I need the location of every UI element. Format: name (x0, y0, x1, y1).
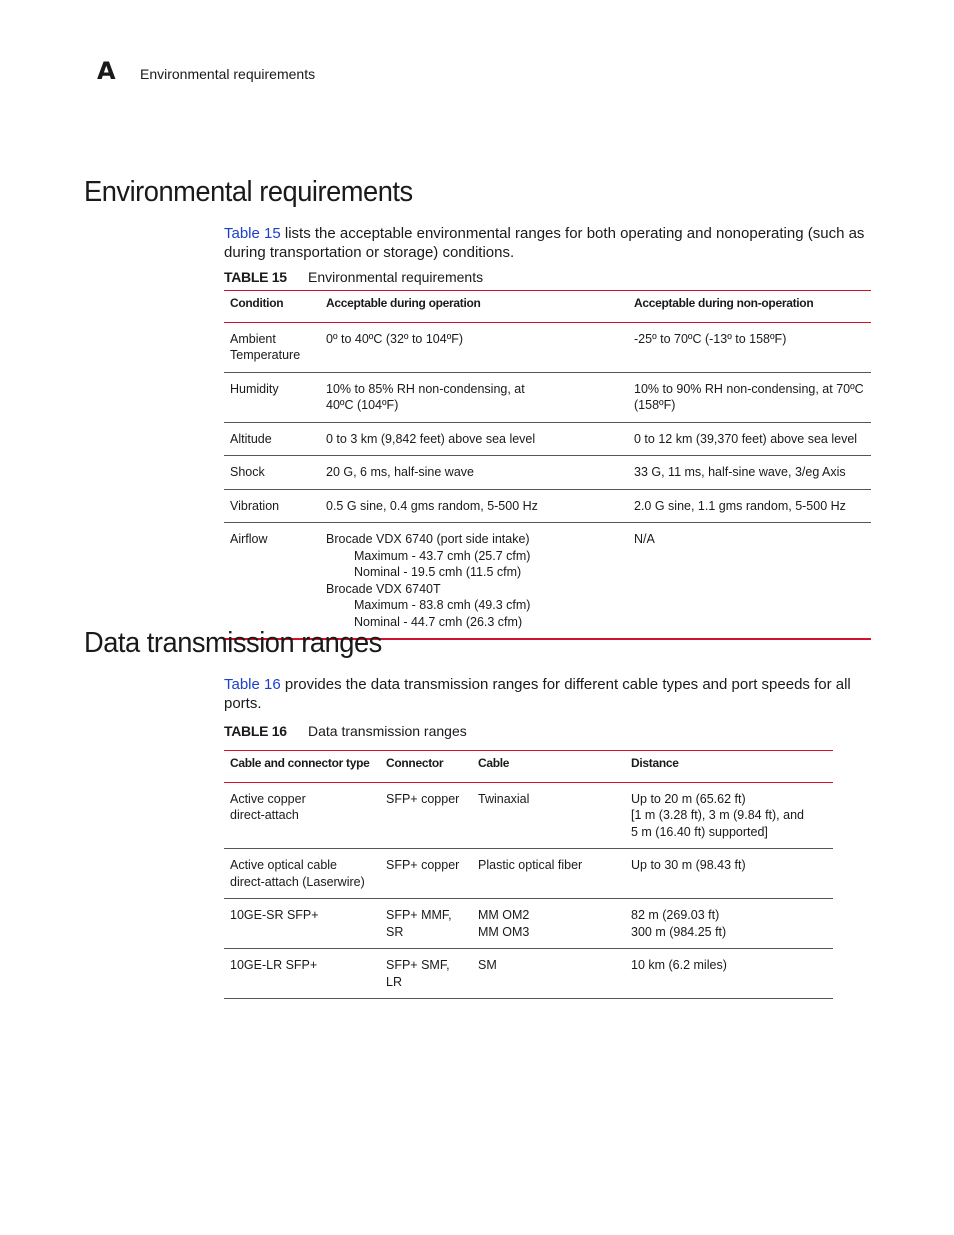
cable-cell (472, 949, 625, 999)
column-header: Connector (380, 751, 472, 783)
cell-line: 82 m (269.03 ft) (631, 908, 720, 922)
table-header-row (224, 291, 871, 323)
cell-line: Airflow (230, 532, 268, 546)
cell-line: 10% to 85% RH non-condensing, at (326, 381, 525, 396)
table-row (224, 456, 871, 490)
cell-line: 33 G, 11 ms, half-sine wave, 3/eg Axis (634, 465, 846, 479)
cell-line: Humidity (230, 381, 279, 396)
cell-line: 5 m (16.40 ft) supported] (631, 824, 768, 839)
nonoperation-cell (628, 422, 871, 456)
cell-line: Up to 20 m (65.62 ft) (631, 791, 746, 806)
condition-cell (224, 422, 320, 456)
cell-line: direct-attach (230, 808, 299, 822)
nonoperation-cell (628, 523, 871, 640)
cell-line: SM (478, 958, 497, 972)
cell-line: SFP+ copper (386, 791, 460, 806)
cell-line: Nominal - 19.5 cmh (11.5 cfm) (354, 565, 522, 579)
table-15-caption: Environmental requirements (308, 269, 484, 285)
cell-line: Ambient (230, 331, 276, 346)
cell-line: 10 km (6.2 miles) (631, 958, 727, 972)
column-header: Cable (472, 751, 625, 783)
table-row (224, 899, 833, 949)
operation-cell (320, 372, 628, 422)
cell-line: MM OM2 (478, 908, 530, 922)
cell-line: N/A (634, 532, 655, 546)
cell-line: direct-attach (Laserwire) (230, 874, 365, 889)
cell-line: 10% to 90% RH non-condensing, at 70ºC (634, 381, 864, 396)
cell-line: Shock (230, 465, 265, 479)
section-heading-environmental: Environmental requirements (84, 176, 413, 208)
operation-cell (320, 456, 628, 490)
connector-cell (380, 782, 472, 849)
connector-cell (380, 949, 472, 999)
distance-cell (625, 849, 833, 899)
column-header: Acceptable during non-operation (628, 291, 871, 323)
cell-line: Twinaxial (478, 791, 530, 806)
condition-cell (224, 523, 320, 640)
transmission-table (224, 750, 833, 999)
cell-line: 10GE-LR SFP+ (230, 958, 318, 972)
table-row (224, 523, 871, 640)
cable-cell (472, 899, 625, 949)
cell-line: 0 to 3 km (9,842 feet) above sea level (326, 431, 536, 446)
column-header: Condition (224, 291, 320, 323)
running-header-title: Environmental requirements (140, 66, 316, 82)
cable-type-cell (224, 949, 380, 999)
cell-line: Active optical cable (230, 858, 338, 872)
cell-line: 0 to 12 km (39,370 feet) above sea level (634, 431, 858, 446)
column-header: Distance (625, 751, 833, 783)
table-16-label (224, 722, 467, 740)
cell-line: Active copper (230, 791, 306, 806)
table-row (224, 949, 833, 999)
cell-line: Up to 30 m (98.43 ft) (631, 858, 746, 872)
cable-type-cell (224, 899, 380, 949)
cell-line: Maximum - 43.7 cmh (25.7 cfm) (354, 548, 531, 563)
cell-line: Vibration (230, 498, 280, 513)
operation-cell (320, 322, 628, 372)
cell-line: Maximum - 83.8 cmh (49.3 cfm) (354, 598, 531, 612)
environmental-table (224, 290, 871, 640)
cell-line: Plastic optical fiber (478, 858, 583, 872)
cell-line: 2.0 G sine, 1.1 gms random, 5-500 Hz (634, 498, 846, 513)
table-15-label (224, 268, 483, 286)
cell-line: SR (386, 924, 404, 939)
cell-line: -25º to 70ºC (-13º to 158ºF) (634, 331, 787, 346)
cell-line: Brocade VDX 6740T (326, 581, 441, 596)
condition-cell (224, 322, 320, 372)
nonoperation-cell (628, 372, 871, 422)
table-row (224, 849, 833, 899)
condition-cell (224, 456, 320, 490)
column-header: Cable and connector type (224, 751, 380, 783)
table-15-number: TABLE 15 (224, 269, 287, 285)
distance-cell (625, 899, 833, 949)
cell-line: (158ºF) (634, 398, 676, 412)
section2-intro (224, 675, 869, 713)
section1-intro-text: lists the acceptable environmental ranges for both operating and nonoperating (such as during transportation or storage) conditions. (224, 225, 865, 261)
connector-cell (380, 849, 472, 899)
cell-line: Temperature (230, 348, 301, 362)
operation-cell (320, 422, 628, 456)
cell-line: [1 m (3.28 ft), 3 m (9.84 ft), and (631, 808, 804, 822)
table-header-row (224, 751, 833, 783)
cell-line: SFP+ SMF, LR (386, 958, 450, 989)
cell-line: Altitude (230, 431, 272, 446)
condition-cell (224, 372, 320, 422)
cell-line: 0º to 40ºC (32º to 104ºF) (326, 331, 464, 346)
condition-cell (224, 489, 320, 523)
table-row (224, 372, 871, 422)
column-header: Acceptable during operation (320, 291, 628, 323)
section1-intro (224, 224, 869, 262)
nonoperation-cell (628, 489, 871, 523)
cell-line: 300 m (984.25 ft) (631, 924, 727, 939)
operation-cell (320, 489, 628, 523)
cell-line: Nominal - 44.7 cmh (26.3 cfm) (354, 614, 523, 629)
cell-line: SFP+ copper (386, 858, 460, 872)
cell-line: SFP+ MMF, (386, 908, 452, 922)
nonoperation-cell (628, 322, 871, 372)
table-row (224, 422, 871, 456)
nonoperation-cell (628, 456, 871, 490)
cable-cell (472, 782, 625, 849)
distance-cell (625, 949, 833, 999)
table-row (224, 782, 833, 849)
cell-line: 10GE-SR SFP+ (230, 908, 319, 922)
cell-line: Brocade VDX 6740 (port side intake) (326, 532, 530, 546)
table-16-caption: Data transmission ranges (308, 723, 467, 739)
cell-line: 20 G, 6 ms, half-sine wave (326, 465, 474, 479)
cell-line: 0.5 G sine, 0.4 gms random, 5-500 Hz (326, 498, 538, 513)
section-heading-data-transmission: Data transmission ranges (84, 627, 382, 659)
appendix-letter: A (97, 57, 116, 85)
table-16-link[interactable]: Table 16 (224, 676, 281, 693)
distance-cell (625, 782, 833, 849)
connector-cell (380, 899, 472, 949)
operation-cell (320, 523, 628, 640)
table-row (224, 489, 871, 523)
cable-type-cell (224, 782, 380, 849)
table-15-link[interactable]: Table 15 (224, 225, 281, 242)
cell-line: MM OM3 (478, 924, 530, 939)
table-16-number: TABLE 16 (224, 723, 287, 739)
section2-intro-text: provides the data transmission ranges for different cable types and port speeds for all ports. (224, 676, 851, 712)
cable-cell (472, 849, 625, 899)
cable-type-cell (224, 849, 380, 899)
cell-line: 40ºC (104ºF) (326, 398, 399, 412)
table-row (224, 322, 871, 372)
